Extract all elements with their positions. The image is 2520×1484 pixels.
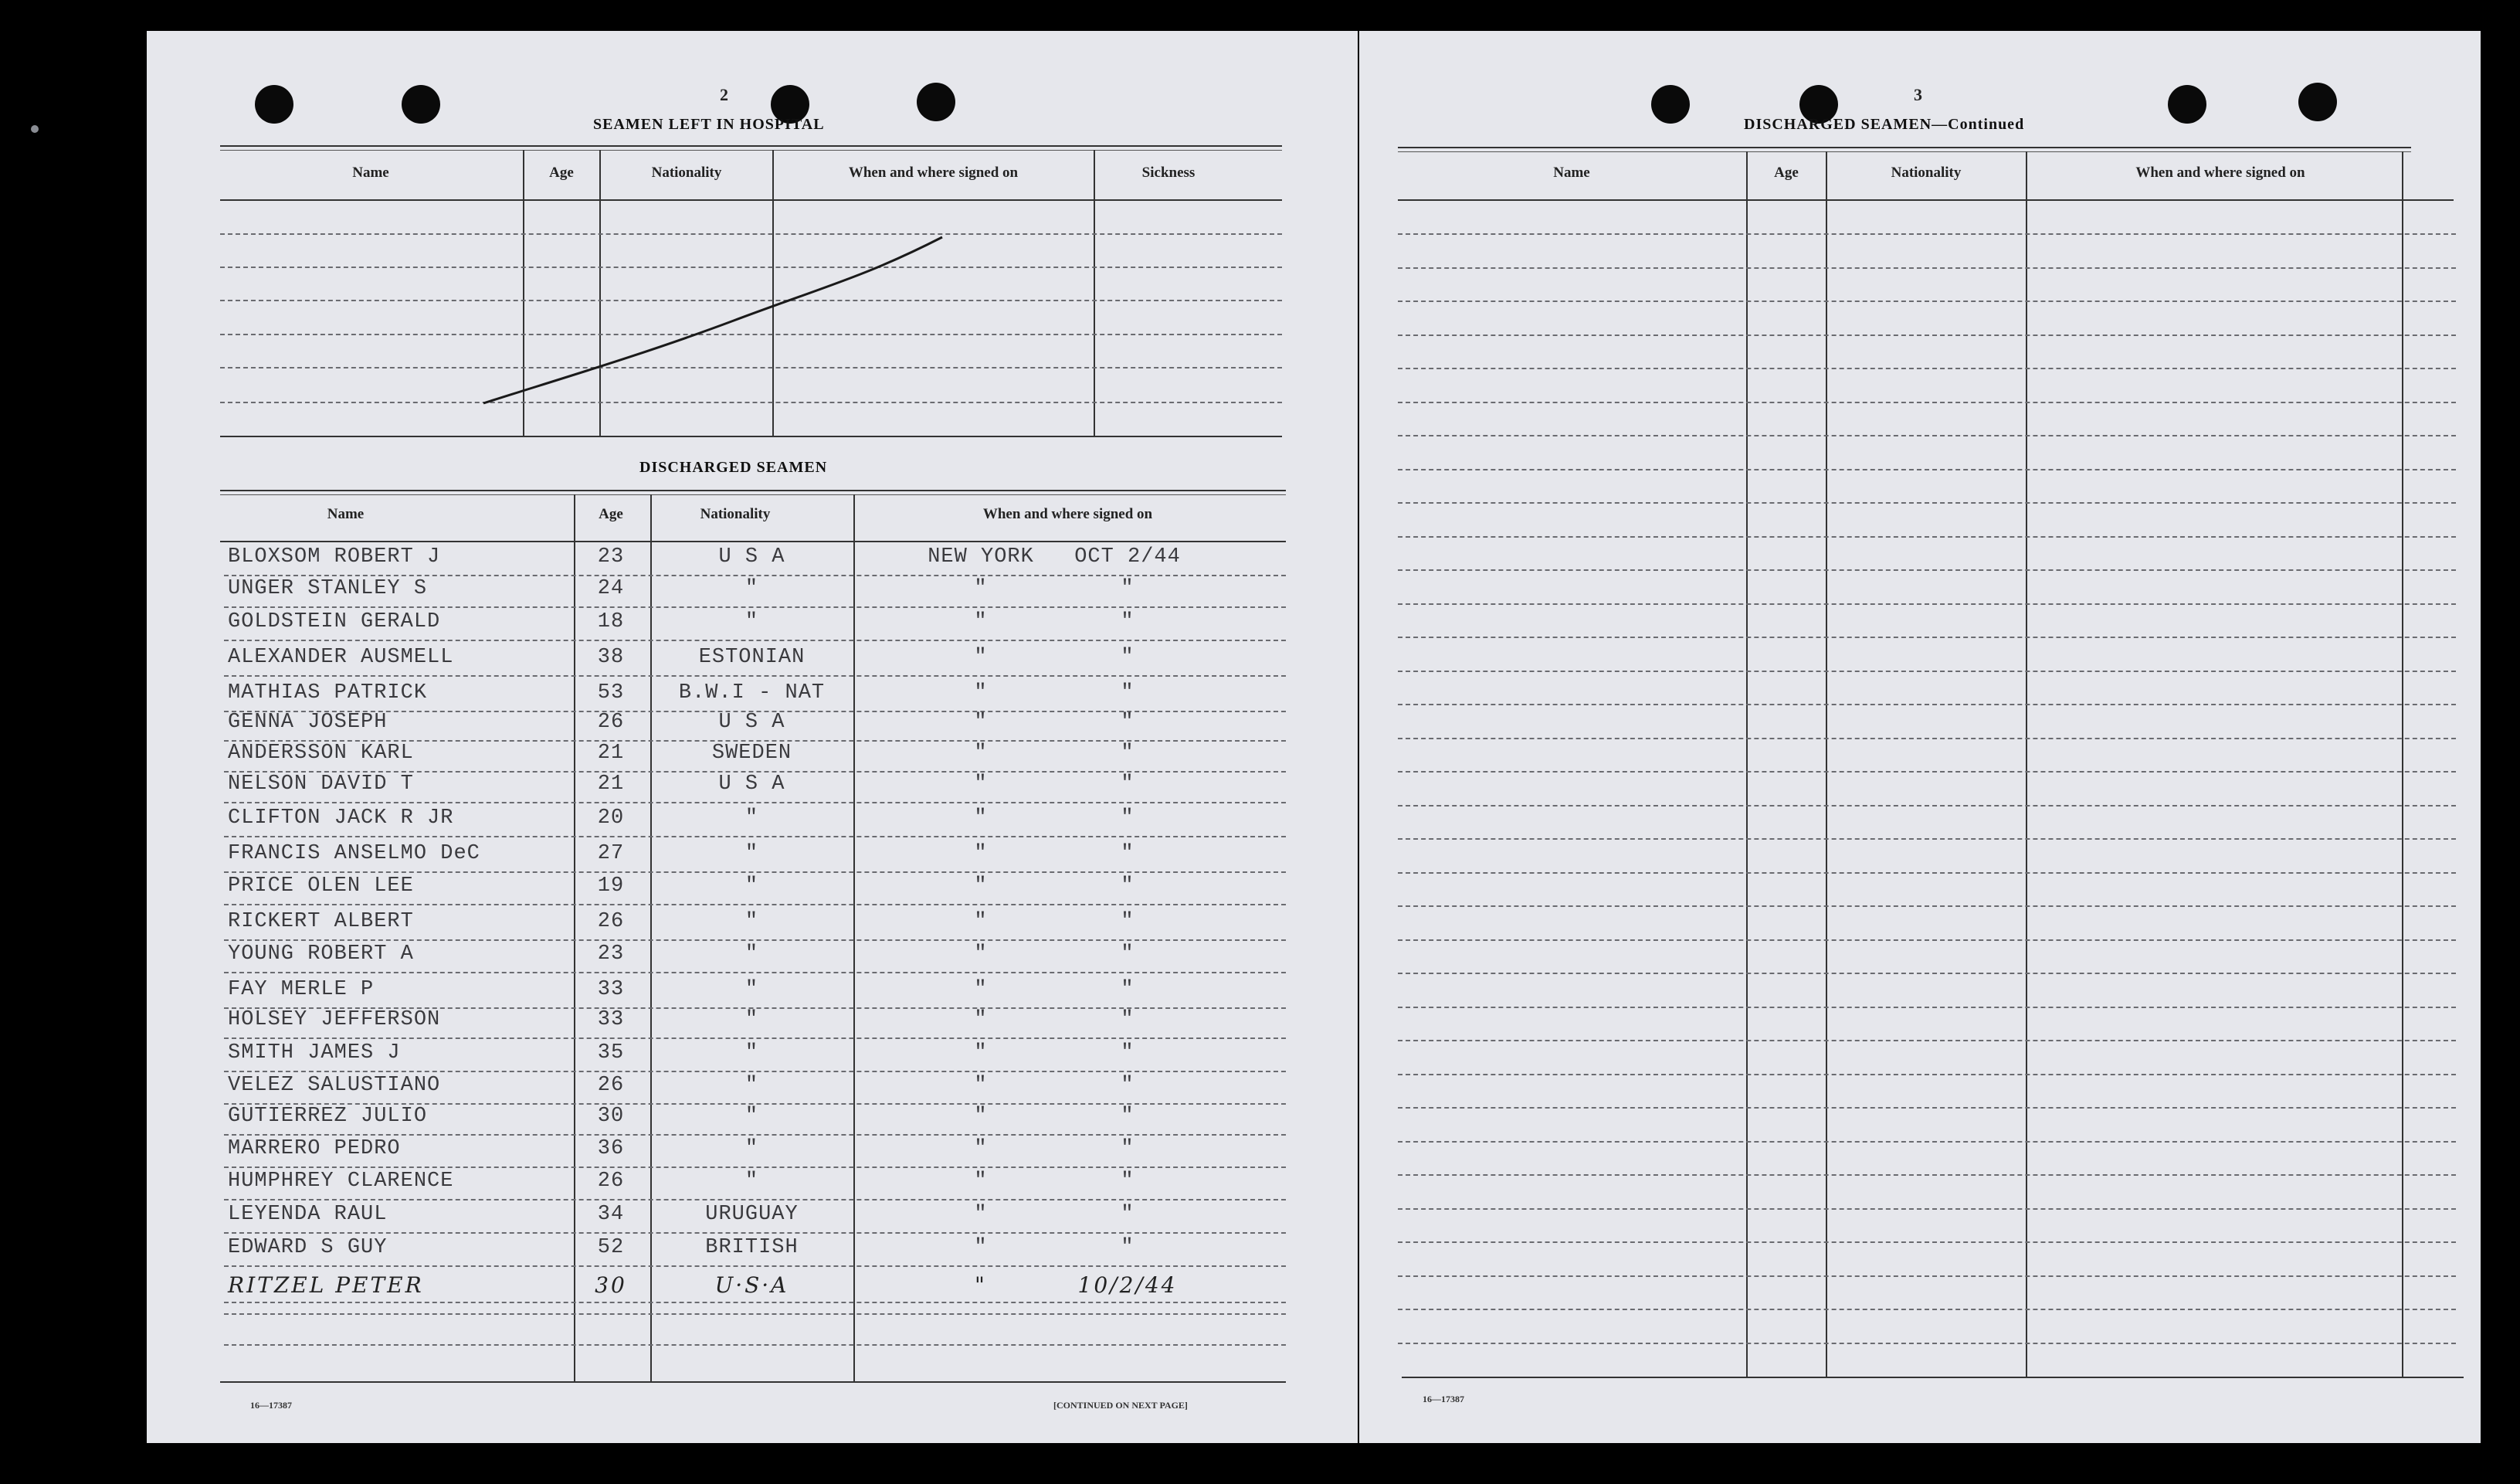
header-nationality: Nationality — [1891, 165, 1962, 181]
signed-on-date: " — [1121, 1203, 1135, 1226]
ruled-line — [1398, 502, 2456, 504]
signed-on-place: " — [974, 681, 988, 705]
signed-on-date: " — [1121, 1074, 1135, 1097]
seaman-name: MARRERO PEDRO — [228, 1137, 401, 1160]
discharged-header-signed-on: When and where signed on — [982, 506, 1153, 522]
seaman-name: YOUNG ROBERT A — [228, 942, 414, 966]
signed-on-date: " — [1121, 942, 1135, 966]
continued-section-title: DISCHARGED SEAMEN—Continued — [1744, 116, 2025, 133]
signed-on-place: " — [974, 1008, 988, 1031]
signed-on-place: " — [974, 910, 988, 933]
ruled-line — [1398, 872, 2456, 874]
seaman-age: 33 — [597, 978, 625, 1001]
seaman-age: 24 — [597, 577, 625, 600]
discharged-header-age: Age — [599, 506, 623, 522]
signed-on-place: " — [974, 1041, 988, 1065]
form-number: 16—17387 — [250, 1400, 292, 1411]
seaman-nationality: BRITISH — [705, 1236, 799, 1259]
signed-on-date: " — [1121, 1137, 1135, 1160]
seaman-name: HOLSEY JEFFERSON — [228, 1008, 441, 1031]
seaman-nationality: " — [744, 610, 759, 633]
signed-on-place: " — [974, 1137, 988, 1160]
ruled-line — [1398, 738, 2456, 739]
seaman-age: 38 — [597, 646, 625, 669]
ruled-line — [1398, 1040, 2456, 1041]
ruled-line — [1398, 603, 2456, 605]
signed-on-place: " — [974, 1170, 988, 1193]
seaman-nationality: " — [744, 942, 759, 966]
left-page — [147, 31, 1358, 1443]
seaman-age: 20 — [597, 807, 625, 830]
continued-note: [CONTINUED ON NEXT PAGE] — [1053, 1400, 1188, 1411]
seaman-name: ALEXANDER AUSMELL — [228, 646, 454, 669]
ruled-line — [1398, 301, 2456, 302]
ruled-line — [1398, 536, 2456, 538]
seaman-name: MATHIAS PATRICK — [228, 681, 428, 705]
seaman-name: VELEZ SALUSTIANO — [228, 1074, 441, 1097]
ruled-line — [1398, 939, 2456, 941]
seaman-name: LEYENDA RAUL — [228, 1203, 388, 1226]
signed-on-date: " — [1121, 910, 1135, 933]
seaman-name: FRANCIS ANSELMO DeC — [228, 842, 480, 865]
right-page — [1359, 31, 2481, 1443]
ruled-line — [1398, 805, 2456, 807]
seaman-age: 26 — [597, 711, 625, 734]
seaman-nationality: " — [744, 1105, 759, 1128]
signed-on-place: " — [974, 577, 988, 600]
signed-on-date: " — [1121, 1170, 1135, 1193]
signed-on-place: " — [974, 610, 988, 633]
seaman-age: 26 — [597, 1170, 625, 1193]
punch-hole — [1651, 85, 1690, 124]
header-name: Name — [1553, 165, 1590, 181]
seaman-age: 26 — [597, 1074, 625, 1097]
signed-on-place: " — [974, 646, 988, 669]
ruled-line — [1398, 973, 2456, 974]
signed-on-place: " — [974, 942, 988, 966]
signed-on-date: " — [1121, 646, 1135, 669]
signed-on-place: " — [974, 773, 988, 796]
ruled-line — [1398, 469, 2456, 470]
seaman-name: EDWARD S GUY — [228, 1236, 388, 1259]
signed-on-place: " — [974, 1236, 988, 1259]
ruled-line — [1398, 402, 2456, 403]
seaman-age: 53 — [597, 681, 625, 705]
seaman-name: HUMPHREY CLARENCE — [228, 1170, 454, 1193]
ruled-line — [1398, 334, 2456, 336]
seaman-age: 23 — [597, 942, 625, 966]
scan-speck — [31, 125, 39, 133]
signed-on-date: " — [1121, 1236, 1135, 1259]
signed-on-place: " — [974, 1074, 988, 1097]
seaman-nationality: " — [744, 874, 759, 898]
seaman-name: UNGER STANLEY S — [228, 577, 428, 600]
discharged-header-nationality: Nationality — [700, 506, 771, 522]
signed-on-date: " — [1121, 1105, 1135, 1128]
seaman-nationality: " — [744, 910, 759, 933]
signed-on-place: " — [974, 842, 988, 865]
ruled-line — [1398, 1309, 2456, 1310]
signed-on-date: " — [1121, 978, 1135, 1001]
signed-on-date: " — [1121, 711, 1135, 734]
signed-on-place: " — [974, 711, 988, 734]
seaman-name: GUTIERREZ JULIO — [228, 1105, 428, 1128]
seaman-nationality: URUGUAY — [705, 1203, 799, 1226]
header-age: Age — [1774, 165, 1799, 181]
seaman-nationality: U S A — [718, 545, 785, 569]
seaman-nationality: " — [744, 1137, 759, 1160]
signed-on-date: " — [1121, 577, 1135, 600]
seaman-nationality: " — [744, 577, 759, 600]
signed-on-place: NEW YORK — [928, 545, 1034, 569]
signed-on-place: " — [974, 742, 988, 765]
seaman-nationality: U S A — [718, 773, 785, 796]
header-signed-on: When and where signed on — [2135, 165, 2305, 181]
signed-on-date: " — [1121, 842, 1135, 865]
seaman-age: 21 — [597, 742, 625, 765]
ruled-line — [1398, 671, 2456, 672]
signed-on-place: " — [974, 1105, 988, 1128]
seaman-name: FAY MERLE P — [228, 978, 375, 1001]
ruled-line — [1398, 435, 2456, 436]
signed-on-place: " — [974, 874, 988, 898]
seaman-age: 27 — [597, 842, 625, 865]
signed-on-date: " — [1121, 807, 1135, 830]
signed-on-date: " — [1121, 874, 1135, 898]
seaman-nationality: " — [744, 807, 759, 830]
seaman-nationality: U·S·A — [714, 1272, 789, 1298]
seaman-nationality: B.W.I - NAT — [678, 681, 826, 705]
ruled-line — [1398, 1343, 2456, 1344]
ruled-line — [1398, 704, 2456, 705]
ruled-line — [1398, 905, 2456, 907]
hospital-header-age: Age — [549, 165, 574, 181]
ruled-line — [1398, 267, 2456, 269]
ruled-line — [1398, 1208, 2456, 1210]
signed-on-date: OCT 2/44 — [1074, 545, 1181, 569]
seaman-nationality: " — [744, 842, 759, 865]
hospital-header-nationality: Nationality — [651, 165, 722, 181]
signed-on-place: " — [974, 978, 988, 1001]
seaman-name: GOLDSTEIN GERALD — [228, 610, 441, 633]
hospital-header-signed-on: When and where signed on — [848, 165, 1019, 181]
signed-on-date: " — [1121, 610, 1135, 633]
signed-on-date: " — [1121, 1008, 1135, 1031]
signed-on-date: " — [1121, 681, 1135, 705]
seaman-age: 35 — [597, 1041, 625, 1065]
seaman-name: RICKERT ALBERT — [228, 910, 414, 933]
hospital-section-title: SEAMEN LEFT IN HOSPITAL — [593, 116, 825, 133]
seaman-age: 30 — [597, 1105, 625, 1128]
signed-on-date: " — [1121, 773, 1135, 796]
ruled-line — [1398, 233, 2456, 235]
hospital-header-sickness: Sickness — [1141, 165, 1196, 181]
ruled-line — [1398, 1141, 2456, 1143]
seaman-age: 30 — [595, 1272, 627, 1298]
form-number: 16—17387 — [1423, 1394, 1464, 1404]
page-number: 2 — [720, 85, 728, 104]
seaman-name: SMITH JAMES J — [228, 1041, 401, 1065]
seaman-age: 52 — [597, 1236, 625, 1259]
seaman-name: RITZEL PETER — [228, 1272, 424, 1298]
seaman-age: 18 — [597, 610, 625, 633]
signed-on-place: " — [974, 807, 988, 830]
seaman-nationality: SWEDEN — [711, 742, 792, 765]
signed-on-date: " — [1121, 1041, 1135, 1065]
ruled-line — [1398, 637, 2456, 638]
seaman-age: 26 — [597, 910, 625, 933]
ruled-line — [1398, 569, 2456, 571]
seaman-name: PRICE OLEN LEE — [228, 874, 414, 898]
page-number: 3 — [1914, 85, 1922, 104]
seaman-name: CLIFTON JACK R JR — [228, 807, 454, 830]
ruled-line — [1398, 771, 2456, 773]
discharged-section-title: DISCHARGED SEAMEN — [639, 459, 828, 476]
punch-hole — [2298, 83, 2337, 121]
punch-hole — [2168, 85, 2206, 124]
ruled-line — [1398, 1275, 2456, 1277]
seaman-name: NELSON DAVID T — [228, 773, 414, 796]
ruled-line — [1398, 1074, 2456, 1075]
ruled-line — [1398, 1241, 2456, 1243]
seaman-name: BLOXSOM ROBERT J — [228, 545, 441, 569]
seaman-age: 19 — [597, 874, 625, 898]
seaman-nationality: " — [744, 1170, 759, 1193]
seaman-nationality: " — [744, 1041, 759, 1065]
seaman-nationality: ESTONIAN — [698, 646, 806, 669]
ruled-line — [1398, 368, 2456, 369]
seaman-nationality: " — [744, 1074, 759, 1097]
seaman-age: 36 — [597, 1137, 625, 1160]
signed-on-date: " — [1121, 742, 1135, 765]
seaman-age: 33 — [597, 1008, 625, 1031]
void-stroke — [147, 31, 1358, 1443]
signed-on-place: " — [975, 1272, 987, 1298]
hospital-header-name: Name — [352, 165, 389, 181]
signed-on-place: " — [974, 1203, 988, 1226]
seaman-age: 23 — [597, 545, 625, 569]
seaman-nationality: " — [744, 978, 759, 1001]
seaman-name: ANDERSSON KARL — [228, 742, 414, 765]
seaman-nationality: U S A — [718, 711, 785, 734]
ruled-line — [1398, 1007, 2456, 1008]
seaman-nationality: " — [744, 1008, 759, 1031]
signed-on-date: 10/2/44 — [1077, 1272, 1178, 1298]
ruled-line — [1398, 1174, 2456, 1176]
discharged-header-name: Name — [327, 506, 365, 522]
ruled-line — [1398, 838, 2456, 840]
seaman-age: 21 — [597, 773, 625, 796]
seaman-name: GENNA JOSEPH — [228, 711, 388, 734]
seaman-age: 34 — [597, 1203, 625, 1226]
ruled-line — [1398, 1107, 2456, 1109]
